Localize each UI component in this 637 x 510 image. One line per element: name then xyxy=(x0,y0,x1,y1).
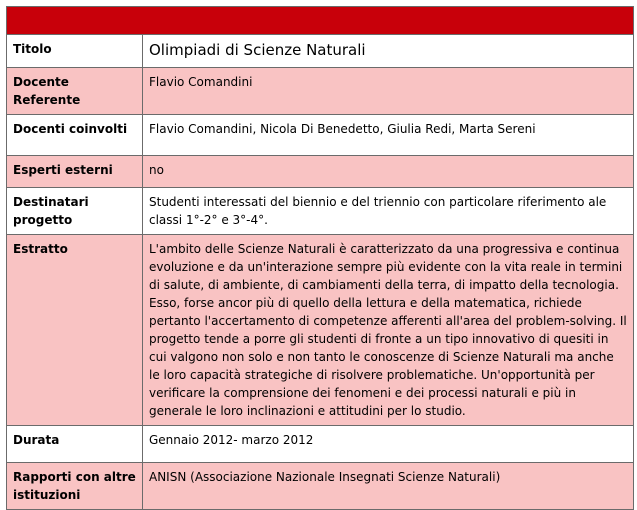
row-durata xyxy=(7,426,633,463)
project-card xyxy=(6,6,634,510)
value-titolo: Olimpiadi di Scienze Naturali xyxy=(143,35,634,68)
value-durata: Gennaio 2012- marzo 2012 xyxy=(143,426,634,463)
project-table xyxy=(7,35,633,509)
value-docenti-coinvolti: Flavio Comandini, Nicola Di Benedetto, Giulia Redi, Marta Sereni xyxy=(143,115,634,156)
row-esperti-esterni xyxy=(7,156,633,188)
label-titolo: Titolo xyxy=(7,35,143,68)
row-docenti-coinvolti xyxy=(7,115,633,156)
row-titolo xyxy=(7,35,633,68)
label-durata: Durata xyxy=(7,426,143,463)
value-rapporti: ANISN (Associazione Nazionale Insegnati Scienze Naturali) xyxy=(143,463,634,510)
value-estratto: L'ambito delle Scienze Naturali è caratterizzato da una progressiva e continua evoluzione e da un'interazione sempre più evidente con la vita reale in termini di salute, di ambiente, di cambiamenti della terra, di impatto della tecnologia. Esso, forse ancor più di quello della lettura e della matematica, richiede pertanto l'accertamento di competenze afferenti all'area del problem-solving. Il progetto tende a porre gli studenti di fronte a un tipo innovativo di quesiti in cui valgono non solo e non tanto le conoscenze di Scienze Naturali ma anche le loro capacità strategiche di risolvere problematiche. Un'opportunità per verificare la comprensione dei fenomeni e dei processi naturali e più in generale le loro inclinazioni e attitudini per lo studio. xyxy=(143,235,634,426)
value-docente-referente: Flavio Comandini xyxy=(143,68,634,115)
label-destinatari: Destinatari progetto xyxy=(7,188,143,235)
value-esperti-esterni: no xyxy=(143,156,634,188)
label-docente-referente: Docente Referente xyxy=(7,68,143,115)
label-docenti-coinvolti: Docenti coinvolti xyxy=(7,115,143,156)
row-docente-referente xyxy=(7,68,633,115)
row-estratto xyxy=(7,235,633,426)
label-esperti-esterni: Esperti esterni xyxy=(7,156,143,188)
row-rapporti xyxy=(7,463,633,510)
row-destinatari xyxy=(7,188,633,235)
label-estratto: Estratto xyxy=(7,235,143,426)
value-destinatari: Studenti interessati del biennio e del triennio con particolare riferimento ale classi 1°-2° e 3°-4°. xyxy=(143,188,634,235)
header-bar xyxy=(7,7,633,35)
label-rapporti: Rapporti con altre istituzioni xyxy=(7,463,143,510)
